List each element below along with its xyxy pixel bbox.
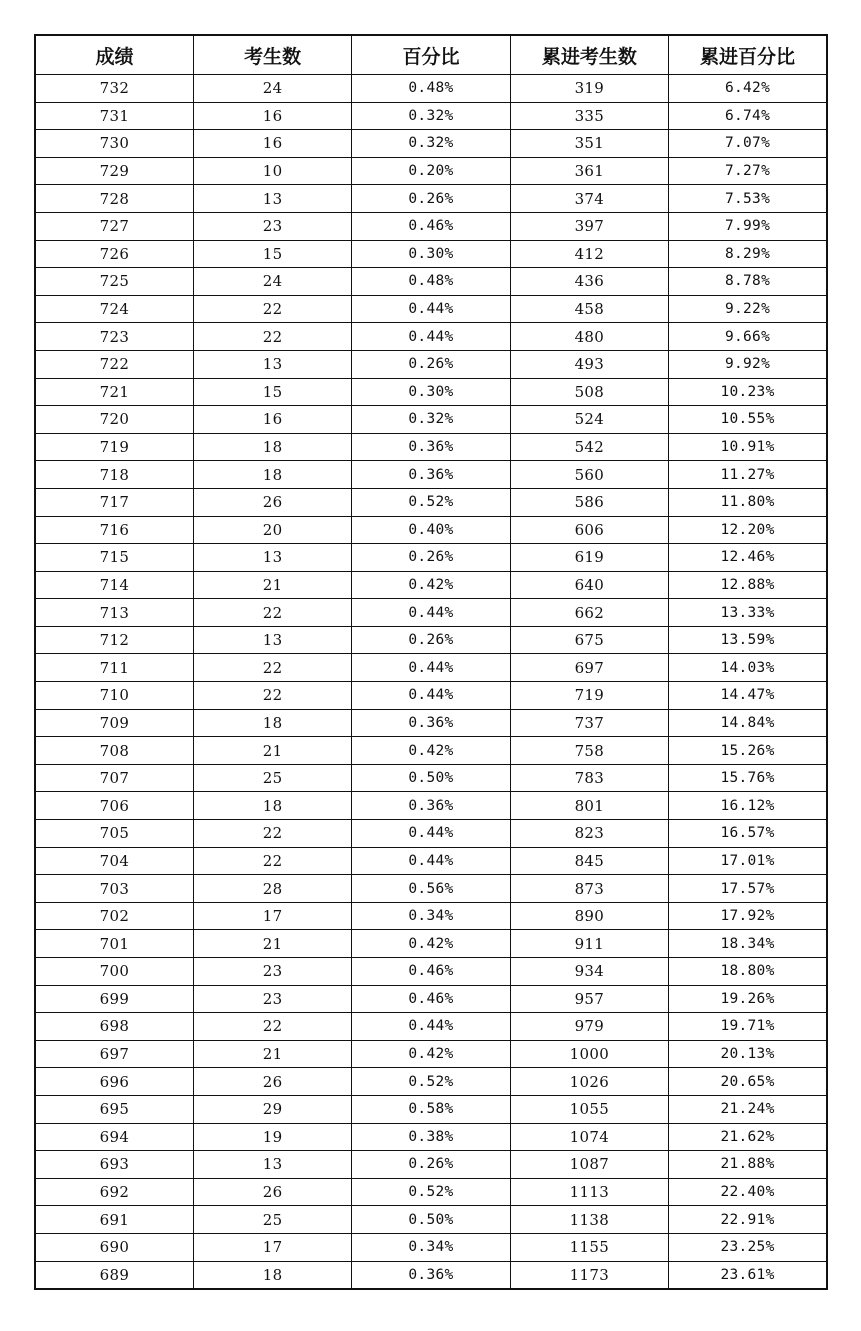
cell-cumulative-percentage: 15.26% — [669, 737, 827, 765]
cell-score: 702 — [35, 902, 193, 930]
cell-percentage: 0.48% — [352, 75, 510, 103]
cell-score: 705 — [35, 820, 193, 848]
cell-score: 691 — [35, 1206, 193, 1234]
cell-cumulative-count: 335 — [510, 102, 668, 130]
cell-candidate-count: 22 — [193, 654, 351, 682]
cell-candidate-count: 18 — [193, 1261, 351, 1289]
cell-cumulative-percentage: 10.55% — [669, 406, 827, 434]
cell-score: 721 — [35, 378, 193, 406]
cell-percentage: 0.36% — [352, 709, 510, 737]
cell-cumulative-percentage: 16.57% — [669, 820, 827, 848]
cell-percentage: 0.42% — [352, 1040, 510, 1068]
table-row — [35, 1013, 827, 1041]
cell-score: 729 — [35, 157, 193, 185]
cell-candidate-count: 17 — [193, 902, 351, 930]
table-row — [35, 626, 827, 654]
cell-cumulative-percentage: 17.01% — [669, 847, 827, 875]
cell-score: 727 — [35, 212, 193, 240]
cell-cumulative-percentage: 20.13% — [669, 1040, 827, 1068]
cell-percentage: 0.50% — [352, 764, 510, 792]
table-row — [35, 461, 827, 489]
cell-cumulative-percentage: 8.78% — [669, 268, 827, 296]
cell-percentage: 0.38% — [352, 1123, 510, 1151]
cell-cumulative-percentage: 14.47% — [669, 682, 827, 710]
cell-percentage: 0.36% — [352, 433, 510, 461]
cell-candidate-count: 23 — [193, 958, 351, 986]
cell-percentage: 0.44% — [352, 599, 510, 627]
cell-cumulative-percentage: 14.84% — [669, 709, 827, 737]
cell-candidate-count: 20 — [193, 516, 351, 544]
cell-cumulative-count: 1000 — [510, 1040, 668, 1068]
cell-cumulative-count: 374 — [510, 185, 668, 213]
cell-cumulative-percentage: 23.61% — [669, 1261, 827, 1289]
header-row — [35, 35, 827, 75]
table-row — [35, 875, 827, 903]
table-row — [35, 102, 827, 130]
cell-candidate-count: 15 — [193, 378, 351, 406]
cell-cumulative-percentage: 9.22% — [669, 295, 827, 323]
cell-percentage: 0.30% — [352, 240, 510, 268]
cell-cumulative-count: 697 — [510, 654, 668, 682]
cell-candidate-count: 18 — [193, 709, 351, 737]
table-row — [35, 820, 827, 848]
cell-candidate-count: 29 — [193, 1095, 351, 1123]
cell-score: 726 — [35, 240, 193, 268]
cell-score: 709 — [35, 709, 193, 737]
cell-score: 725 — [35, 268, 193, 296]
header-candidate-count: 考生数 — [193, 35, 351, 75]
score-distribution-table-container — [34, 34, 828, 1290]
cell-percentage: 0.26% — [352, 544, 510, 572]
cell-cumulative-percentage: 11.80% — [669, 488, 827, 516]
cell-percentage: 0.44% — [352, 323, 510, 351]
table-row — [35, 295, 827, 323]
cell-cumulative-percentage: 6.42% — [669, 75, 827, 103]
cell-candidate-count: 21 — [193, 737, 351, 765]
cell-candidate-count: 25 — [193, 1206, 351, 1234]
table-header — [35, 35, 827, 75]
table-row — [35, 1206, 827, 1234]
table-row — [35, 323, 827, 351]
cell-score: 724 — [35, 295, 193, 323]
table-row — [35, 599, 827, 627]
cell-score: 719 — [35, 433, 193, 461]
cell-cumulative-percentage: 10.91% — [669, 433, 827, 461]
cell-cumulative-percentage: 7.99% — [669, 212, 827, 240]
cell-candidate-count: 24 — [193, 75, 351, 103]
cell-score: 731 — [35, 102, 193, 130]
table-row — [35, 378, 827, 406]
cell-candidate-count: 23 — [193, 212, 351, 240]
table-row — [35, 157, 827, 185]
cell-candidate-count: 16 — [193, 130, 351, 158]
header-cumulative-count: 累进考生数 — [510, 35, 668, 75]
cell-cumulative-percentage: 12.46% — [669, 544, 827, 572]
cell-percentage: 0.26% — [352, 1151, 510, 1179]
header-score: 成绩 — [35, 35, 193, 75]
cell-cumulative-count: 1173 — [510, 1261, 668, 1289]
cell-candidate-count: 13 — [193, 350, 351, 378]
table-row — [35, 212, 827, 240]
table-row — [35, 847, 827, 875]
table-row — [35, 1233, 827, 1261]
table-row — [35, 902, 827, 930]
cell-candidate-count: 22 — [193, 820, 351, 848]
cell-percentage: 0.44% — [352, 295, 510, 323]
cell-score: 730 — [35, 130, 193, 158]
cell-percentage: 0.30% — [352, 378, 510, 406]
cell-score: 712 — [35, 626, 193, 654]
table-row — [35, 709, 827, 737]
cell-cumulative-count: 493 — [510, 350, 668, 378]
cell-percentage: 0.48% — [352, 268, 510, 296]
cell-cumulative-percentage: 23.25% — [669, 1233, 827, 1261]
cell-score: 717 — [35, 488, 193, 516]
cell-cumulative-count: 606 — [510, 516, 668, 544]
cell-candidate-count: 13 — [193, 626, 351, 654]
table-row — [35, 268, 827, 296]
cell-score: 723 — [35, 323, 193, 351]
cell-candidate-count: 10 — [193, 157, 351, 185]
cell-cumulative-percentage: 11.27% — [669, 461, 827, 489]
cell-cumulative-count: 508 — [510, 378, 668, 406]
cell-candidate-count: 13 — [193, 1151, 351, 1179]
cell-cumulative-count: 480 — [510, 323, 668, 351]
cell-percentage: 0.32% — [352, 102, 510, 130]
cell-cumulative-percentage: 15.76% — [669, 764, 827, 792]
table-row — [35, 1095, 827, 1123]
cell-percentage: 0.52% — [352, 1068, 510, 1096]
cell-candidate-count: 18 — [193, 433, 351, 461]
cell-candidate-count: 18 — [193, 792, 351, 820]
cell-score: 714 — [35, 571, 193, 599]
cell-percentage: 0.36% — [352, 1261, 510, 1289]
cell-percentage: 0.44% — [352, 820, 510, 848]
table-row — [35, 1151, 827, 1179]
table-row — [35, 682, 827, 710]
cell-score: 713 — [35, 599, 193, 627]
cell-cumulative-count: 524 — [510, 406, 668, 434]
table-row — [35, 488, 827, 516]
cell-candidate-count: 22 — [193, 682, 351, 710]
cell-cumulative-count: 619 — [510, 544, 668, 572]
cell-percentage: 0.58% — [352, 1095, 510, 1123]
cell-cumulative-count: 934 — [510, 958, 668, 986]
cell-cumulative-percentage: 18.34% — [669, 930, 827, 958]
cell-cumulative-count: 1113 — [510, 1178, 668, 1206]
cell-candidate-count: 22 — [193, 323, 351, 351]
cell-candidate-count: 25 — [193, 764, 351, 792]
cell-cumulative-percentage: 7.53% — [669, 185, 827, 213]
cell-cumulative-percentage: 22.91% — [669, 1206, 827, 1234]
cell-cumulative-count: 361 — [510, 157, 668, 185]
cell-cumulative-count: 737 — [510, 709, 668, 737]
cell-cumulative-count: 397 — [510, 212, 668, 240]
cell-cumulative-percentage: 19.71% — [669, 1013, 827, 1041]
cell-candidate-count: 16 — [193, 102, 351, 130]
cell-candidate-count: 26 — [193, 1178, 351, 1206]
cell-cumulative-count: 911 — [510, 930, 668, 958]
cell-cumulative-percentage: 16.12% — [669, 792, 827, 820]
cell-cumulative-percentage: 22.40% — [669, 1178, 827, 1206]
cell-cumulative-count: 758 — [510, 737, 668, 765]
cell-cumulative-count: 560 — [510, 461, 668, 489]
cell-score: 692 — [35, 1178, 193, 1206]
cell-cumulative-count: 1074 — [510, 1123, 668, 1151]
cell-cumulative-percentage: 14.03% — [669, 654, 827, 682]
cell-cumulative-percentage: 18.80% — [669, 958, 827, 986]
cell-cumulative-percentage: 21.88% — [669, 1151, 827, 1179]
table-row — [35, 985, 827, 1013]
cell-cumulative-percentage: 6.74% — [669, 102, 827, 130]
cell-score: 708 — [35, 737, 193, 765]
cell-score: 716 — [35, 516, 193, 544]
table-row — [35, 958, 827, 986]
table-row — [35, 654, 827, 682]
cell-candidate-count: 21 — [193, 930, 351, 958]
cell-candidate-count: 22 — [193, 599, 351, 627]
cell-cumulative-percentage: 13.59% — [669, 626, 827, 654]
table-row — [35, 792, 827, 820]
cell-percentage: 0.52% — [352, 488, 510, 516]
cell-cumulative-count: 586 — [510, 488, 668, 516]
cell-candidate-count: 22 — [193, 295, 351, 323]
cell-percentage: 0.32% — [352, 130, 510, 158]
table-row — [35, 433, 827, 461]
cell-percentage: 0.42% — [352, 737, 510, 765]
cell-candidate-count: 17 — [193, 1233, 351, 1261]
cell-cumulative-count: 1087 — [510, 1151, 668, 1179]
cell-candidate-count: 19 — [193, 1123, 351, 1151]
cell-score: 693 — [35, 1151, 193, 1179]
cell-percentage: 0.46% — [352, 985, 510, 1013]
cell-cumulative-count: 957 — [510, 985, 668, 1013]
table-row — [35, 1123, 827, 1151]
table-row — [35, 1068, 827, 1096]
cell-candidate-count: 16 — [193, 406, 351, 434]
score-distribution-table — [34, 34, 828, 1290]
cell-percentage: 0.34% — [352, 902, 510, 930]
cell-cumulative-percentage: 21.62% — [669, 1123, 827, 1151]
cell-cumulative-count: 542 — [510, 433, 668, 461]
cell-percentage: 0.44% — [352, 1013, 510, 1041]
table-row — [35, 240, 827, 268]
cell-cumulative-count: 783 — [510, 764, 668, 792]
cell-percentage: 0.46% — [352, 958, 510, 986]
cell-percentage: 0.44% — [352, 654, 510, 682]
cell-cumulative-percentage: 17.57% — [669, 875, 827, 903]
header-cumulative-percentage: 累进百分比 — [669, 35, 827, 75]
cell-cumulative-percentage: 8.29% — [669, 240, 827, 268]
cell-score: 701 — [35, 930, 193, 958]
cell-score: 703 — [35, 875, 193, 903]
cell-percentage: 0.42% — [352, 930, 510, 958]
cell-score: 715 — [35, 544, 193, 572]
cell-candidate-count: 13 — [193, 544, 351, 572]
cell-cumulative-count: 890 — [510, 902, 668, 930]
cell-cumulative-percentage: 19.26% — [669, 985, 827, 1013]
table-row — [35, 406, 827, 434]
cell-cumulative-percentage: 12.20% — [669, 516, 827, 544]
cell-percentage: 0.36% — [352, 792, 510, 820]
cell-score: 710 — [35, 682, 193, 710]
cell-cumulative-count: 1055 — [510, 1095, 668, 1123]
cell-candidate-count: 22 — [193, 847, 351, 875]
cell-cumulative-percentage: 9.92% — [669, 350, 827, 378]
cell-percentage: 0.34% — [352, 1233, 510, 1261]
cell-percentage: 0.26% — [352, 185, 510, 213]
cell-candidate-count: 23 — [193, 985, 351, 1013]
cell-cumulative-count: 1026 — [510, 1068, 668, 1096]
cell-score: 699 — [35, 985, 193, 1013]
table-row — [35, 544, 827, 572]
cell-candidate-count: 26 — [193, 1068, 351, 1096]
cell-cumulative-count: 640 — [510, 571, 668, 599]
cell-candidate-count: 13 — [193, 185, 351, 213]
cell-score: 694 — [35, 1123, 193, 1151]
cell-score: 711 — [35, 654, 193, 682]
cell-cumulative-count: 351 — [510, 130, 668, 158]
cell-cumulative-count: 873 — [510, 875, 668, 903]
table-row — [35, 1261, 827, 1289]
table-row — [35, 764, 827, 792]
cell-candidate-count: 21 — [193, 571, 351, 599]
cell-cumulative-percentage: 21.24% — [669, 1095, 827, 1123]
cell-percentage: 0.44% — [352, 847, 510, 875]
cell-score: 722 — [35, 350, 193, 378]
cell-cumulative-count: 412 — [510, 240, 668, 268]
cell-cumulative-count: 675 — [510, 626, 668, 654]
cell-cumulative-count: 845 — [510, 847, 668, 875]
table-row — [35, 571, 827, 599]
table-row — [35, 75, 827, 103]
table-row — [35, 930, 827, 958]
cell-cumulative-percentage: 9.66% — [669, 323, 827, 351]
cell-cumulative-count: 458 — [510, 295, 668, 323]
cell-score: 720 — [35, 406, 193, 434]
table-row — [35, 1040, 827, 1068]
cell-candidate-count: 21 — [193, 1040, 351, 1068]
cell-score: 696 — [35, 1068, 193, 1096]
cell-score: 689 — [35, 1261, 193, 1289]
cell-cumulative-count: 719 — [510, 682, 668, 710]
cell-cumulative-percentage: 20.65% — [669, 1068, 827, 1096]
cell-percentage: 0.50% — [352, 1206, 510, 1234]
table-row — [35, 130, 827, 158]
cell-percentage: 0.52% — [352, 1178, 510, 1206]
cell-cumulative-count: 1155 — [510, 1233, 668, 1261]
cell-cumulative-count: 1138 — [510, 1206, 668, 1234]
cell-cumulative-count: 662 — [510, 599, 668, 627]
cell-cumulative-count: 319 — [510, 75, 668, 103]
cell-score: 695 — [35, 1095, 193, 1123]
cell-candidate-count: 26 — [193, 488, 351, 516]
cell-cumulative-percentage: 12.88% — [669, 571, 827, 599]
cell-percentage: 0.46% — [352, 212, 510, 240]
cell-percentage: 0.26% — [352, 350, 510, 378]
cell-cumulative-percentage: 17.92% — [669, 902, 827, 930]
cell-percentage: 0.44% — [352, 682, 510, 710]
cell-cumulative-percentage: 7.07% — [669, 130, 827, 158]
cell-cumulative-count: 801 — [510, 792, 668, 820]
cell-score: 700 — [35, 958, 193, 986]
table-row — [35, 350, 827, 378]
cell-cumulative-count: 979 — [510, 1013, 668, 1041]
table-body — [35, 75, 827, 1290]
table-row — [35, 737, 827, 765]
cell-score: 732 — [35, 75, 193, 103]
table-row — [35, 516, 827, 544]
table-row — [35, 1178, 827, 1206]
cell-percentage: 0.20% — [352, 157, 510, 185]
cell-cumulative-percentage: 7.27% — [669, 157, 827, 185]
cell-score: 697 — [35, 1040, 193, 1068]
cell-percentage: 0.26% — [352, 626, 510, 654]
cell-score: 698 — [35, 1013, 193, 1041]
cell-score: 718 — [35, 461, 193, 489]
cell-percentage: 0.40% — [352, 516, 510, 544]
cell-score: 690 — [35, 1233, 193, 1261]
cell-cumulative-percentage: 10.23% — [669, 378, 827, 406]
cell-candidate-count: 18 — [193, 461, 351, 489]
cell-candidate-count: 15 — [193, 240, 351, 268]
cell-percentage: 0.32% — [352, 406, 510, 434]
cell-percentage: 0.56% — [352, 875, 510, 903]
table-row — [35, 185, 827, 213]
cell-score: 707 — [35, 764, 193, 792]
cell-score: 728 — [35, 185, 193, 213]
cell-score: 706 — [35, 792, 193, 820]
cell-percentage: 0.36% — [352, 461, 510, 489]
header-percentage: 百分比 — [352, 35, 510, 75]
cell-cumulative-count: 436 — [510, 268, 668, 296]
cell-cumulative-count: 823 — [510, 820, 668, 848]
cell-candidate-count: 22 — [193, 1013, 351, 1041]
cell-candidate-count: 28 — [193, 875, 351, 903]
cell-cumulative-percentage: 13.33% — [669, 599, 827, 627]
cell-score: 704 — [35, 847, 193, 875]
cell-candidate-count: 24 — [193, 268, 351, 296]
cell-percentage: 0.42% — [352, 571, 510, 599]
